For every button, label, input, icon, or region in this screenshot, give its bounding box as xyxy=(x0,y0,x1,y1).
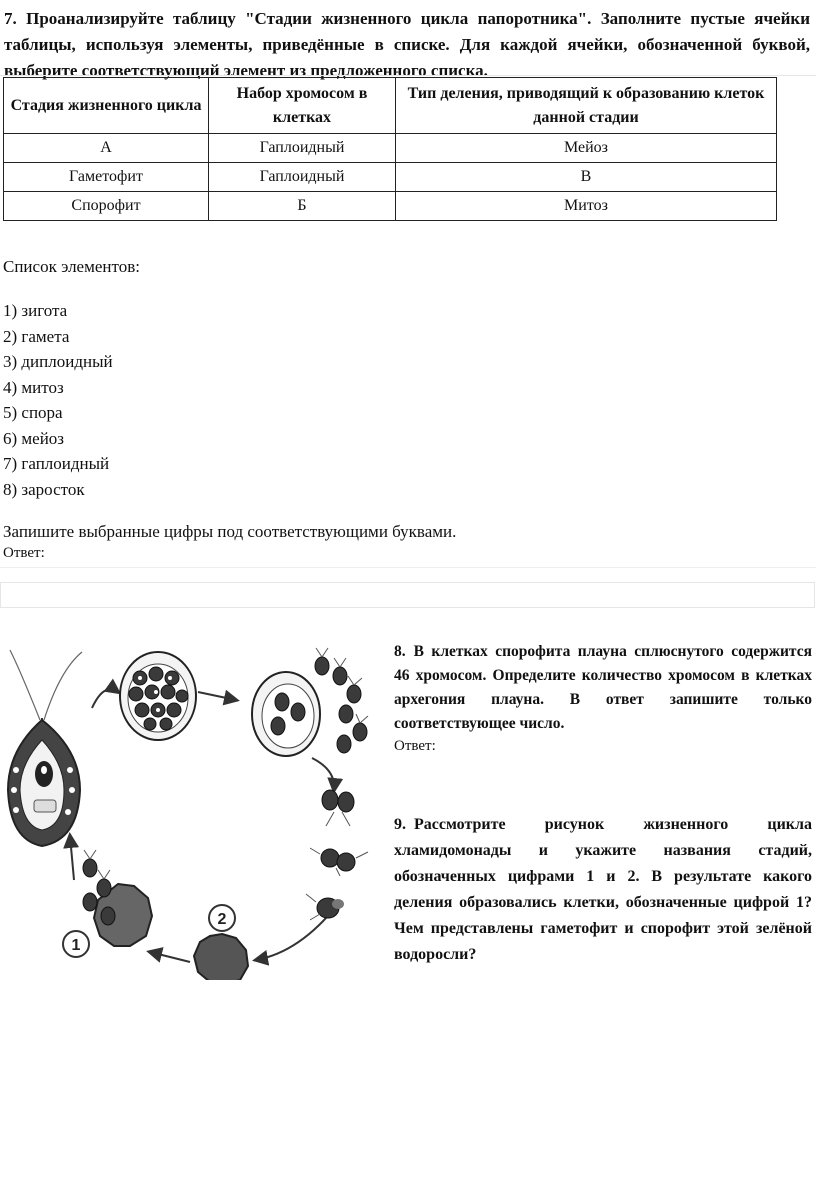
element-list-title: Список элементов: xyxy=(3,257,140,276)
header-chromosomes: Набор хромосом в клетках xyxy=(209,78,396,134)
table-row xyxy=(4,163,777,192)
question-8 xyxy=(394,640,812,736)
cycle-arrow xyxy=(150,952,190,962)
instruction-text: Запишите выбранные цифры под соответствующими буквами. xyxy=(3,522,457,541)
question-8-text: В клетках спорофита плауна сплюснутого содержится 46 хромосом. Определите количество хромосом в клетках архегония плауна. В ответ запишите только соответствующее число. xyxy=(394,643,812,732)
element-list xyxy=(3,298,113,502)
answer-label-q7: Ответ: xyxy=(3,545,45,561)
table-cell: Б xyxy=(209,192,396,221)
list-item: 7) гаплоидный xyxy=(3,454,110,473)
question-9-text: Рассмотрите рисунок жизненного цикла хламидомонады и укажите названия стадий, обозначенных цифрами 1 и 2. В результате какого деления образовались клетки, обозначенные цифрой 1? Чем представлены гаметофит и спорофит этой зелёной водоросли? xyxy=(394,816,812,963)
list-item: 2) гамета xyxy=(3,326,70,346)
gamete-release xyxy=(252,648,368,756)
answer-box-q7[interactable] xyxy=(0,582,815,608)
chlamydomonas-life-cycle-figure xyxy=(0,640,390,980)
table-cell: Мейоз xyxy=(396,134,777,163)
table-header-row xyxy=(4,78,777,134)
sporangium-cell xyxy=(120,652,196,740)
cycle-arrow xyxy=(70,836,74,880)
list-item: 3) диплоидный xyxy=(3,352,113,371)
header-division: Тип деления, приводящий к образованию клеток данной стадии xyxy=(396,78,777,134)
stage-label: 1 xyxy=(71,937,81,954)
question-9-number: 9. xyxy=(394,816,406,833)
list-item: 4) митоз xyxy=(3,377,64,397)
question-7-text: 7. Проанализируйте таблицу "Стадии жизненного цикла папоротника". Заполните пустые ячейки таблицы, используя элементы, приведённые в списке. Для каждой ячейки, обозначенной буквой, выберите соответствующий элемент из предложенного списка. xyxy=(4,9,810,80)
list-item: 5) спора xyxy=(3,403,63,422)
list-item: 6) мейоз xyxy=(3,428,65,448)
cycle-arrow xyxy=(92,689,118,708)
adult-cell xyxy=(8,650,82,846)
fern-life-cycle-table xyxy=(3,77,777,221)
list-item: 8) заросток xyxy=(3,479,85,499)
cycle-arrow xyxy=(312,758,334,790)
table-cell: Митоз xyxy=(396,192,777,221)
table-row xyxy=(4,134,777,163)
header-stage: Стадия жизненного цикла xyxy=(4,78,209,134)
answer-label-q8: Ответ: xyxy=(394,738,436,754)
stage-label: 2 xyxy=(217,911,227,928)
fusing-gametes xyxy=(306,790,368,920)
table-cell: Гаплоидный xyxy=(209,134,396,163)
table-row xyxy=(4,192,777,221)
table-cell: А xyxy=(4,134,209,163)
table-cell: Спорофит xyxy=(4,192,209,221)
list-item: 1) зигота xyxy=(3,301,68,320)
divider xyxy=(0,75,816,76)
table-cell: В xyxy=(396,163,777,192)
divider xyxy=(0,567,816,568)
germinating-zygote-stage xyxy=(63,850,152,957)
table-cell: Гаплоидный xyxy=(209,163,396,192)
question-8-number: 8. xyxy=(394,643,406,660)
cycle-arrow xyxy=(198,692,236,700)
question-9 xyxy=(394,812,812,968)
table-cell: Гаметофит xyxy=(4,163,209,192)
zygote-stage xyxy=(194,905,248,980)
